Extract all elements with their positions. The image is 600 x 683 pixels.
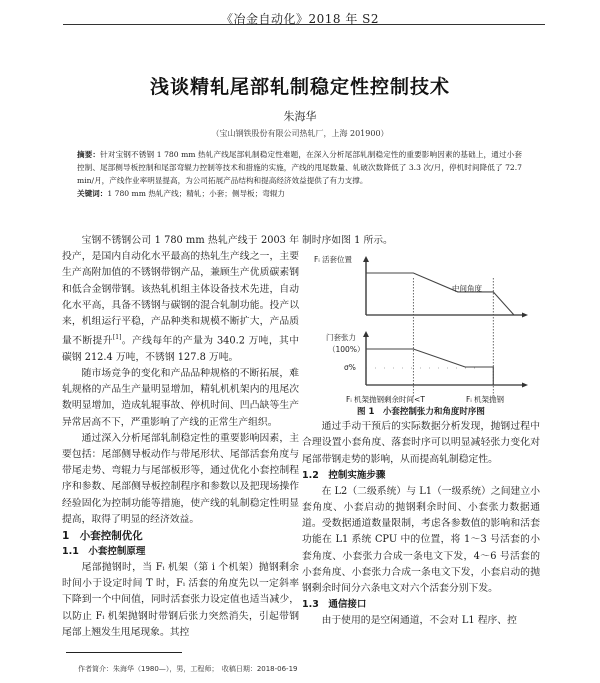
- middle-angle-label: 中间角度: [452, 284, 482, 293]
- paragraph-text: 。产线每年的产量为 340.2 万吨，其中碳钢 212.4 万吨，不锈钢 127.8 万吨。: [62, 335, 300, 363]
- abstract: [77, 148, 522, 187]
- article-title: 浅谈精轧尾部轧制稳定性控制技术: [149, 76, 450, 98]
- bottom-y-arrow: [363, 331, 369, 337]
- figure-1: [302, 248, 540, 423]
- subsection-heading: 1.3 通信接口: [302, 599, 367, 611]
- sigma-level-label: σ%: [344, 363, 356, 372]
- paragraph: 通过深入分析尾部轧制稳定性的重要影响因素，主要包括：尾部侧导板动作与带尾形状、尾部活套角度与带尾走势、弯辊力与尾部板形等，通过优化小套控制程序和参数、尾部侧导板控制程序和参数以及把现场操作经验固化为控制功能等措施，使产线的轧制稳定性明显提高，取得了明显的经济效益。: [62, 432, 299, 525]
- paragraph: 通过手动干预后的实际数据分析发现，抛钢过程中合理设置小套角度、落套时序可以明显减轻张力变化对尾部带钢走势的影响，从而提高轧制稳定性。: [302, 421, 540, 465]
- header-rule: [63, 24, 545, 25]
- top-y-arrow: [363, 256, 369, 262]
- top-x-arrow: [522, 313, 528, 318]
- abstract-label: 摘要：: [77, 150, 101, 159]
- timing-diagram: [302, 248, 540, 408]
- x-event-label-1: Fᵢ 机架抛钢剩余时间<T: [346, 395, 425, 404]
- top-y-label: Fᵢ 活套位置: [314, 255, 353, 264]
- x-event-label-2: Fᵢ 机架抛钢: [466, 395, 505, 404]
- footnote-rule: [66, 652, 182, 653]
- loop-tension-line: [366, 349, 493, 385]
- bottom-y-label-1: 门套张力: [326, 333, 356, 342]
- citation-ref[interactable]: [1]: [112, 334, 122, 342]
- section-heading: 1 小套控制优化: [62, 529, 143, 542]
- paragraph: 随市场竞争的变化和产品品种规格的不断拓展，难轧规格的产品生产量明显增加，精轧机机架内的甩尾次数明显增加，造成轧辊事故、停机时间、凹凸缺等生产异常居高不下，严重影响了产线的正常生产组织。: [62, 367, 299, 428]
- bottom-y-label-2: （100%）: [328, 345, 365, 354]
- abstract-text: 针对宝钢不锈钢 1 780 mm 热轧产线尾部轧制稳定性难题，在深入分析尾部轧制稳定性的重要影响因素的基础上，通过小套控制、尾部侧导板控制和尾部弯辊力控制等技术和措施的实施，产线的甩尾数量、轧破次数降低了 3.3 次/月，停机时间降低了 72.7 min/月，产线作业率明显提高，为公司拓展产品结构和提高经济效益提供了有力支撑。: [77, 150, 522, 185]
- abstract-block: [77, 148, 522, 200]
- subsection-heading: 1.2 控制实施步骤: [302, 469, 386, 481]
- keywords: [77, 187, 522, 200]
- paragraph-text: 宝钢不锈钢公司 1 780 mm 热轧产线于 2003 年投产，是国内自动化水平最高的热轧生产线之一，主要生产高附加值的不锈钢带钢产品，兼顾生产优质碳素钢和低合金钢带钢。该热轧机组主体设备技术先进，自动化水平高，具备不锈钢与碳钢的混合轧制功能。投产以来，机组运行平稳，产品种类和规模不断扩大，产品质量不断提升: [62, 235, 299, 347]
- article-author: 朱海华: [283, 110, 317, 123]
- loop-angle-line: [366, 273, 514, 315]
- keywords-text: 1 780 mm 热轧产线；精轧；小套；侧导板；弯辊力: [107, 189, 286, 198]
- left-column: [62, 233, 299, 641]
- paragraph: [62, 233, 299, 366]
- article-affiliation: （宝山钢铁股份有限公司热轧厂，上海 201900）: [211, 129, 389, 138]
- figure-caption: 图 1 小套控制张力和角度时序图: [357, 407, 485, 417]
- bottom-x-arrow: [522, 383, 528, 388]
- journal-header: 《冶金自动化》2018 年 S2: [220, 12, 380, 26]
- subsection-heading: 1.1 小套控制原理: [62, 545, 146, 557]
- paragraph: 制时序如图 1 所示。: [302, 235, 393, 246]
- keywords-label: 关键词：: [77, 189, 108, 198]
- paragraph: 尾部抛钢时，当 Fᵢ 机架（第 i 个机架）抛钢剩余时间小于设定时间 T 时，Fᵢ 活套的角度先以一定斜率下降到一个中间值，同时活套张力设定值也适当减少，以防止 Fᵢ 机架抛钢时带钢后张力突然消失，引起带钢尾部上翘发生甩尾现象。其控: [62, 561, 299, 638]
- paragraph: 由于使用的是空闲通道，不会对 L1 程序、控: [321, 615, 517, 627]
- paragraph: 在 L2（二级系统）与 L1（一级系统）之间建立小套角度、小套启动的抛钢剩余时间、小套张力数据通道。受数据通道数量限制，考虑各参数值的影响和活套功能在 L1 系统 CPU 中的位置，将 1～3 号活套的小套角度、小套张力合成一条电文下发，4～6 号活套的小套角度、小套张力合成一条电文下发，小套启动的抛钢剩余时间分六条电文对六个活套分别下发。: [302, 485, 540, 595]
- author-footnote: 作者简介：朱海华（1980—），男，工程师； 收稿日期：2018-06-19: [78, 665, 298, 673]
